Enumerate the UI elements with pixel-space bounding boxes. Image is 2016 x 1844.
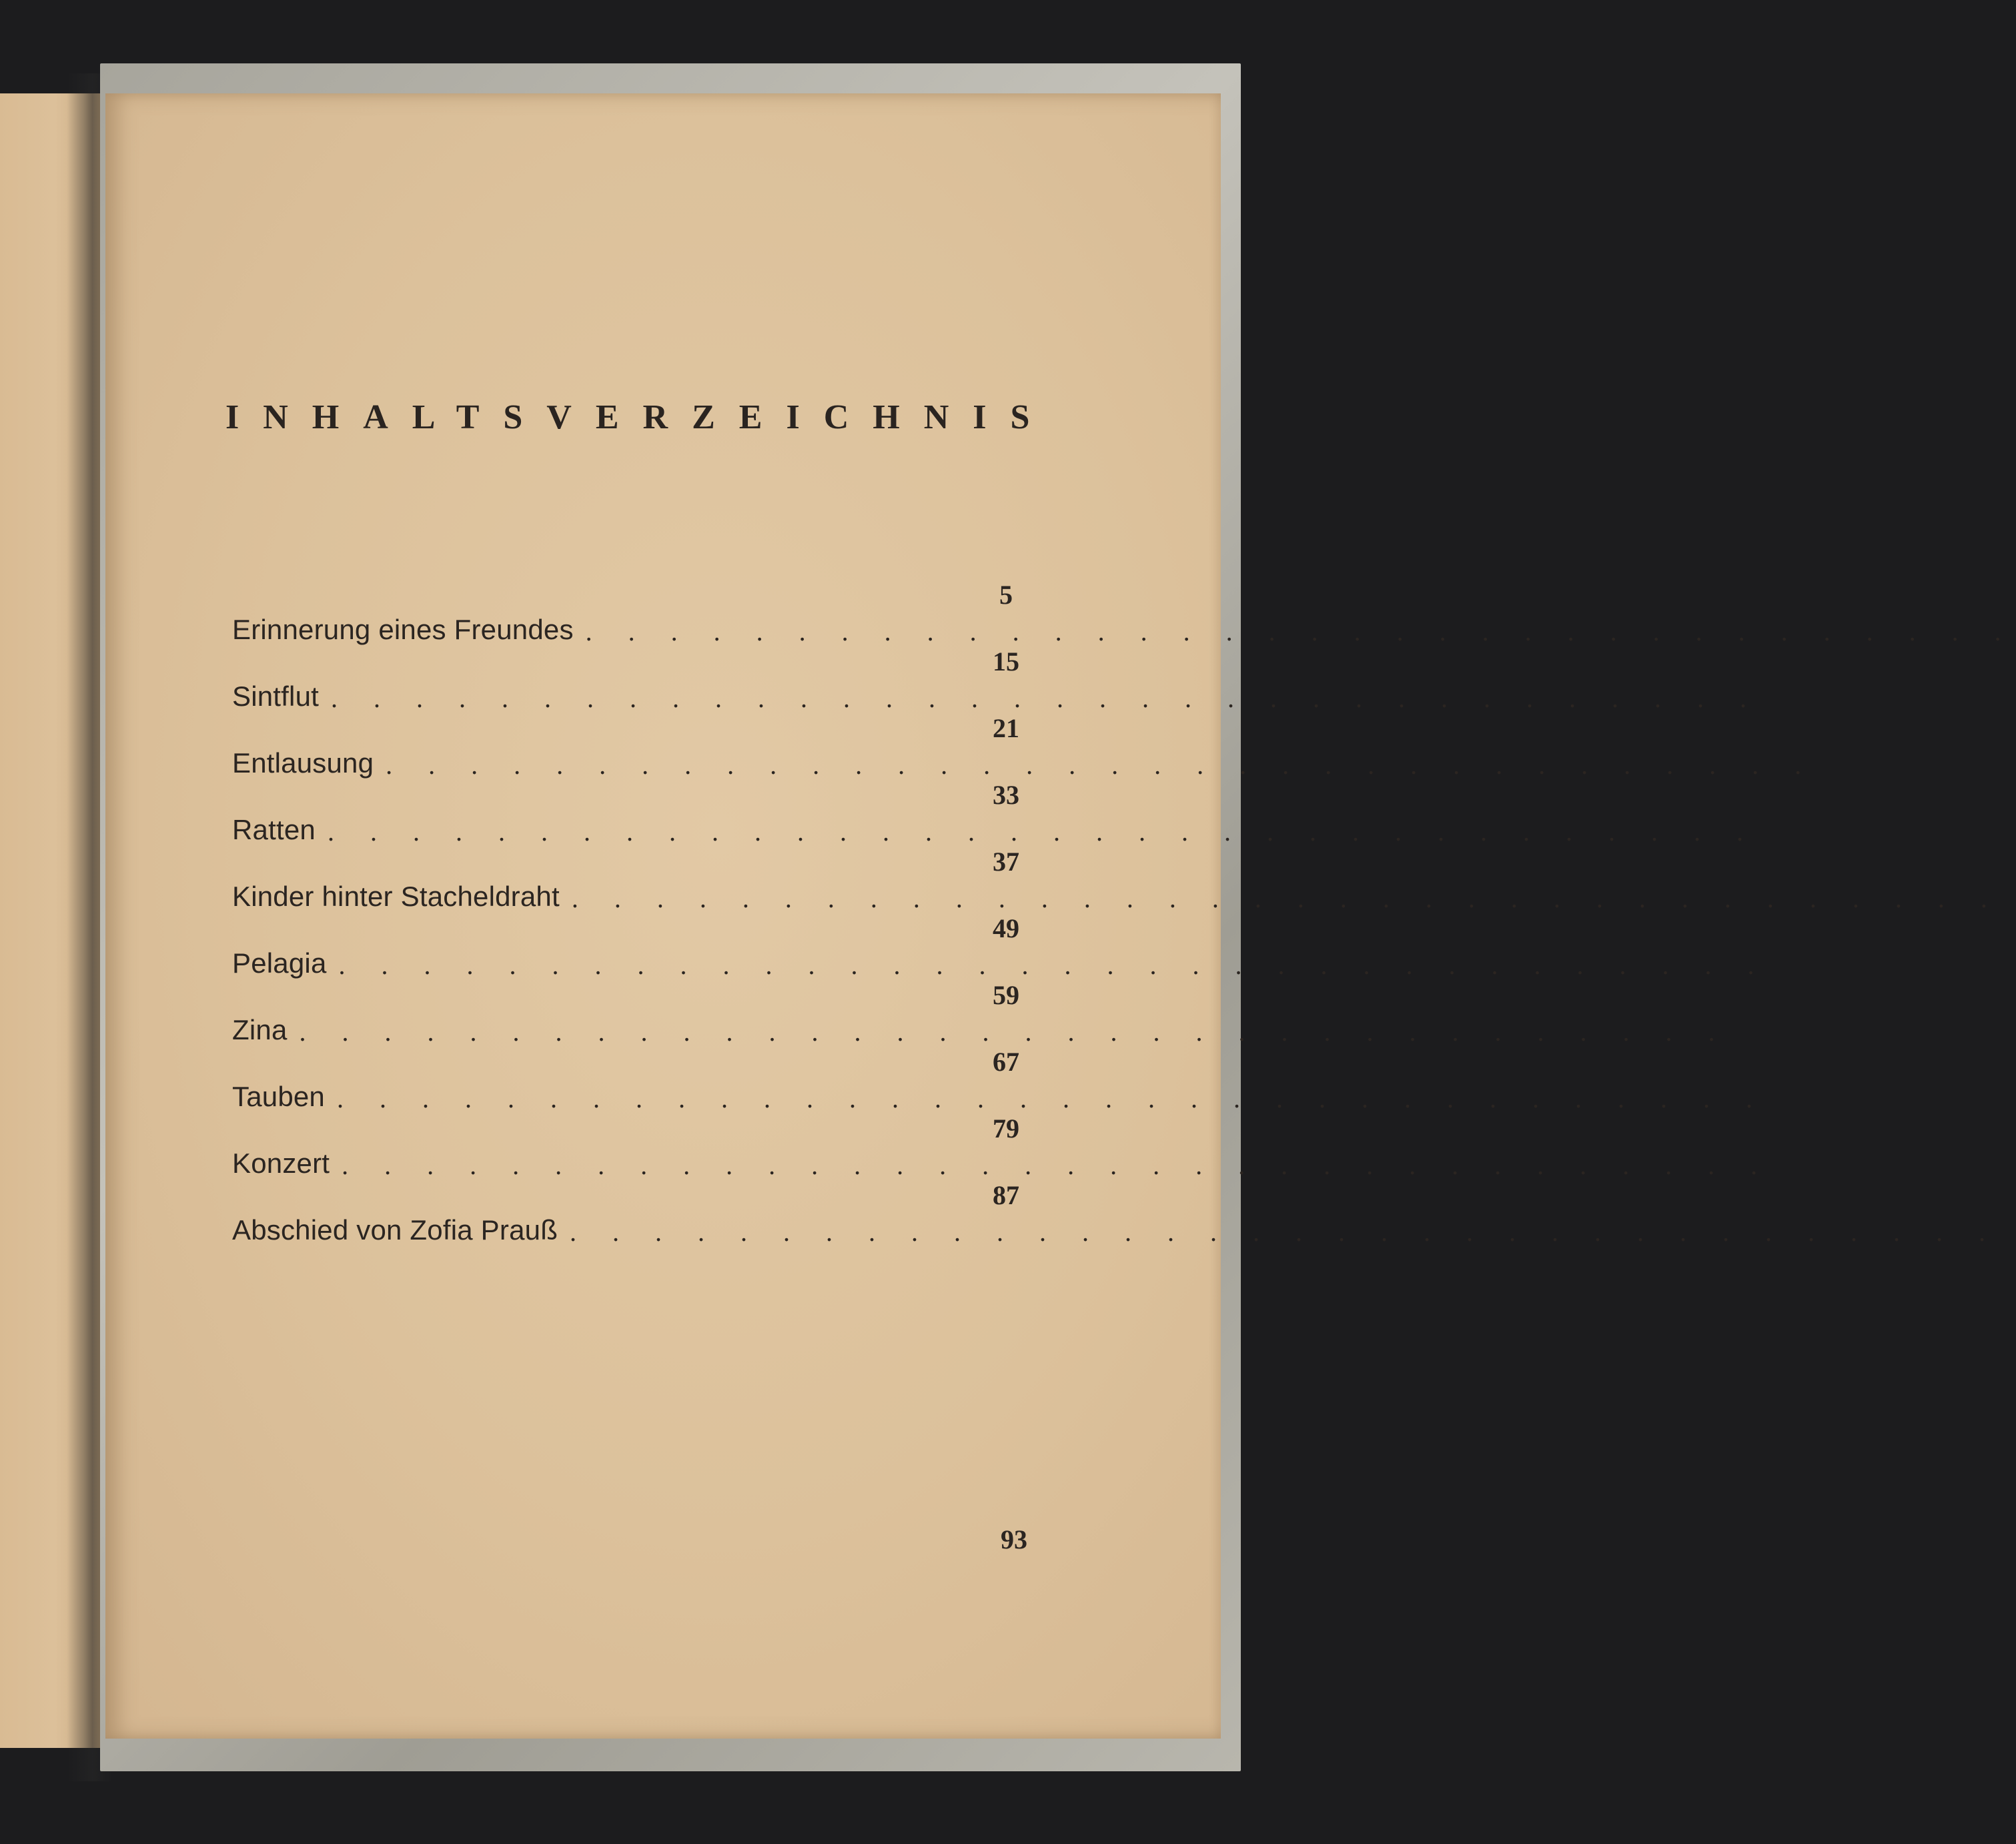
toc-entry-page: 5 <box>999 580 1013 610</box>
toc-dot-leader: . . . . . . . . . . . . . . . . . . . . . . . . . . . . . . . . . . <box>338 950 1769 980</box>
toc-entry-title: Kinder hinter Stacheldraht <box>232 881 560 912</box>
toc-entry <box>232 913 1769 980</box>
toc-dot-leader: . . . . . . . . . . . . . . . . . . . . . . . . . . . . . . . . . . <box>585 616 2016 646</box>
toc-dot-leader: . . . . . . . . . . . . . . . . . . . . . . . . . . . . . . . . . . <box>331 683 1761 713</box>
toc-entry-title: Entlausung <box>232 747 374 779</box>
toc-dot-leader: . . . . . . . . . . . . . . . . . . . . . . . . . . . . . . . . . . <box>299 1017 1730 1047</box>
toc-entry-page: 21 <box>993 713 1019 743</box>
toc-entry <box>232 1113 1773 1180</box>
toc-dot-leader: . . . . . . . . . . . . . . . . . . . . . . . . . . . . . . . . . . <box>342 1150 1773 1180</box>
toc-entry <box>232 1046 1767 1113</box>
toc-entry-title: Konzert <box>232 1147 330 1179</box>
toc-entry <box>232 713 1817 780</box>
toc-entry-title: Sintflut <box>232 680 319 712</box>
toc-entry-title: Abschied von Zofia Prauß <box>232 1214 558 1246</box>
toc-entry <box>232 979 1730 1047</box>
toc-dot-leader: . . . . . . . . . . . . . . . . . . . . . . . . . . . . . . . . . . <box>337 1083 1767 1113</box>
toc-entry-page: 49 <box>993 913 1019 943</box>
toc-entry-title: Ratten <box>232 814 316 845</box>
page-title: INHALTSVERZEICHNIS <box>225 398 1054 436</box>
toc-dot-leader: . . . . . . . . . . . . . . . . . . . . . . . . . . . . . . . . . . <box>327 817 1758 847</box>
toc-entry-title: Zina <box>232 1014 288 1045</box>
toc-entry-page: 79 <box>993 1113 1019 1143</box>
toc-entry-page: 59 <box>993 980 1019 1010</box>
toc-entry-page: 87 <box>993 1180 1019 1210</box>
toc-entry-page: 15 <box>993 646 1019 676</box>
toc-entry-page: 67 <box>993 1047 1019 1077</box>
toc-dot-leader: . . . . . . . . . . . . . . . . . . . . . . . . . . . . . . . . . . <box>570 1217 2001 1247</box>
table-of-contents <box>232 579 2016 1247</box>
toc-entry <box>232 646 1761 713</box>
toc-entry <box>232 579 2016 646</box>
toc-entry-title: Tauben <box>232 1081 325 1112</box>
toc-entry-page: 33 <box>993 780 1019 810</box>
toc-dot-leader: . . . . . . . . . . . . . . . . . . . . . . . . . . . . . . . . . . <box>386 750 1817 780</box>
toc-entry <box>232 779 1758 847</box>
page-number: 93 <box>1001 1524 1027 1554</box>
toc-entry <box>232 1180 2001 1247</box>
toc-entry-page: 37 <box>993 847 1019 877</box>
toc-dot-leader: . . . . . . . . . . . . . . . . . . . . . . . . . . . . . . . . . . <box>571 883 2002 913</box>
toc-entry <box>232 846 2002 913</box>
toc-entry-title: Pelagia <box>232 947 327 979</box>
toc-entry-title: Erinnerung eines Freundes <box>232 614 574 645</box>
